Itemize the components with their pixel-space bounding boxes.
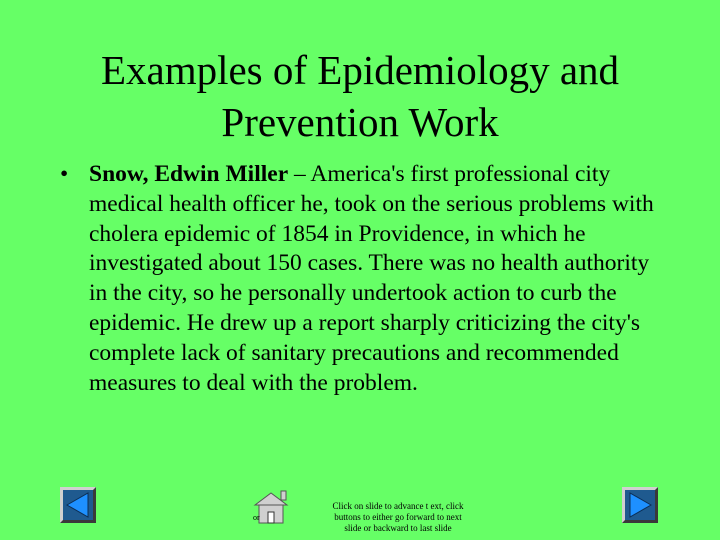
instructions-line-2: buttons to either go forward to next bbox=[334, 512, 462, 522]
bullet-symbol: • bbox=[60, 161, 69, 187]
slide-title bbox=[40, 44, 680, 148]
instructions-line-3: slide or backward to last slide bbox=[344, 523, 452, 533]
slide-title-line-1: Examples of Epidemiology and bbox=[100, 47, 620, 93]
home-label: or bbox=[253, 513, 260, 522]
home-button[interactable] bbox=[251, 489, 291, 525]
left-triangle-icon bbox=[60, 487, 96, 523]
bullet-name: Snow, Edwin Miller bbox=[89, 161, 289, 187]
navigation-instructions bbox=[298, 501, 498, 534]
right-triangle-icon bbox=[622, 487, 658, 523]
instructions-line-1: Click on slide to advance t ext, click bbox=[332, 501, 464, 511]
slide-title-line-2: Prevention Work bbox=[221, 99, 499, 145]
bullet-item bbox=[60, 160, 670, 398]
forward-button[interactable] bbox=[622, 487, 658, 523]
back-button[interactable] bbox=[60, 487, 96, 523]
bullet-body: – America's first professional city medical health officer he, took on the serious problems with cholera epidemic of 1854 in Providence, in which he investigated about 150 cases. There was no health authority in the city, so he personally undertook action to curb the epidemic. He drew up a report sharply criticizing the city's complete lack of sanitary precautions and recommended measures to deal with the problem. bbox=[89, 161, 654, 396]
bullet-text bbox=[89, 160, 670, 398]
